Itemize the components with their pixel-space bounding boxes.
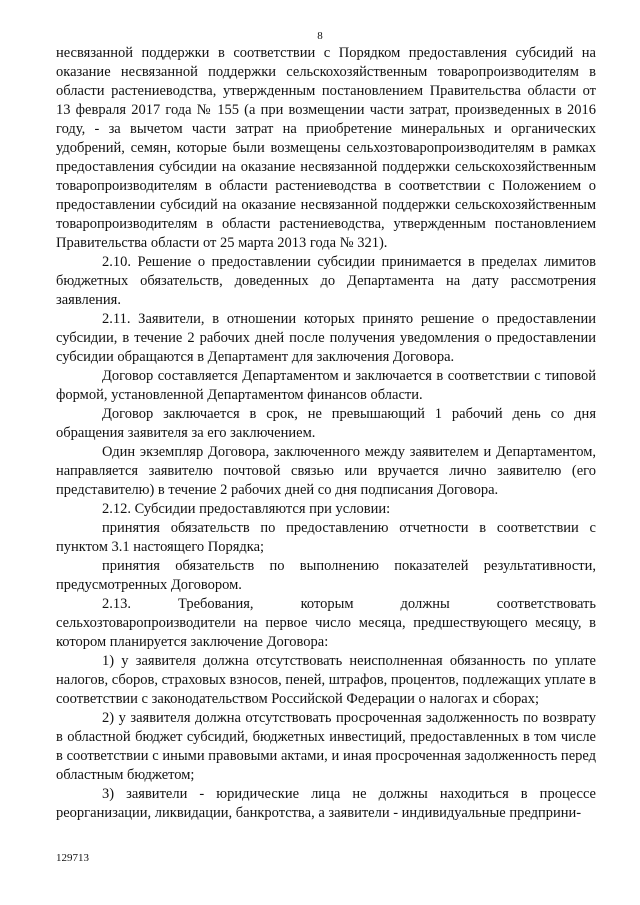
paragraph-2-13: 2.13. Требования, которым должны соответствовать сельхозтоваропроизводители на первое число месяца, предшествующего месяцу, в котором планируется заключение Договора:: [56, 596, 596, 650]
paragraph-2-11: 2.11. Заявители, в отношении которых принято решение о предоставлении субсидии, в течение 2 рабочих дней после получения уведомления о предоставлении субсидии обращаются в Департамент для заключения Договора.: [56, 311, 596, 365]
paragraph-contract-copy: Один экземпляр Договора, заключенного между заявителем и Департаментом, направляется заявителю почтовой связью или вручается лично заявителю (его представителю) в течение 2 рабочих дней со дня подписания Договора.: [56, 444, 596, 498]
paragraph-condition-indicators: принятия обязательств по выполнению показателей результативности, предусмотренных Договором.: [56, 558, 596, 593]
paragraph-requirement-3: 3) заявители - юридические лица не должны находиться в процессе реорганизации, ликвидации, банкротства, а заявители - индивидуальные предприни-: [56, 786, 596, 821]
paragraph-contract-form: Договор составляется Департаментом и заключается в соответствии с типовой формой, установленной Департаментом финансов области.: [56, 368, 596, 403]
paragraph-condition-reporting: принятия обязательств по предоставлению отчетности в соответствии с пунктом 3.1 настоящего Порядка;: [56, 520, 596, 555]
footer-document-code: 129713: [56, 852, 89, 864]
page-number: 8: [317, 30, 323, 42]
paragraph-continuation: несвязанной поддержки в соответствии с Порядком предоставления субсидий на оказание несвязанной поддержки сельскохозяйственным товаропроизводителям в области растениеводства, утвержденным постановлением Правительства области от 13 февраля 2017 года № 155 (а при возмещении части затрат, произведенных в 2016 году, - за вычетом части затрат на приобретение минеральных и органических удобрений, семян, которые были возмещены сельхозтоваропроизводителям в рамках предоставления субсидии на оказание несвязанной поддержки сельскохозяйственным товаропроизводителям в области растениеводства в соответствии с Положением о предоставлении субсидий на оказание несвязанной поддержки сельскохозяйственным товаропроизводителям в области растениеводства, утвержденным постановлением Правительства области от 25 марта 2013 года № 321).: [56, 45, 596, 251]
paragraph-requirement-2: 2) у заявителя должна отсутствовать просроченная задолженность по возврату в областной бюджет субсидий, бюджетных инвестиций, предоставленных в том числе в соответствии с иными правовыми актами, и иная просроченная задолженность перед областным бюджетом;: [56, 710, 596, 783]
paragraph-2-12: 2.12. Субсидии предоставляются при условии:: [102, 501, 391, 517]
paragraph-2-10: 2.10. Решение о предоставлении субсидии принимается в пределах лимитов бюджетных обязательств, доведенных до Департамента на дату рассмотрения заявления.: [56, 254, 596, 308]
document-body: [56, 44, 596, 823]
paragraph-contract-term: Договор заключается в срок, не превышающий 1 рабочий день со дня обращения заявителя за его заключением.: [56, 406, 596, 441]
paragraph-requirement-1: 1) у заявителя должна отсутствовать неисполненная обязанность по уплате налогов, сборов, страховых взносов, пеней, штрафов, процентов, подлежащих уплате в соответствии с законодательством Российской Федерации о налогах и сборах;: [56, 653, 597, 707]
